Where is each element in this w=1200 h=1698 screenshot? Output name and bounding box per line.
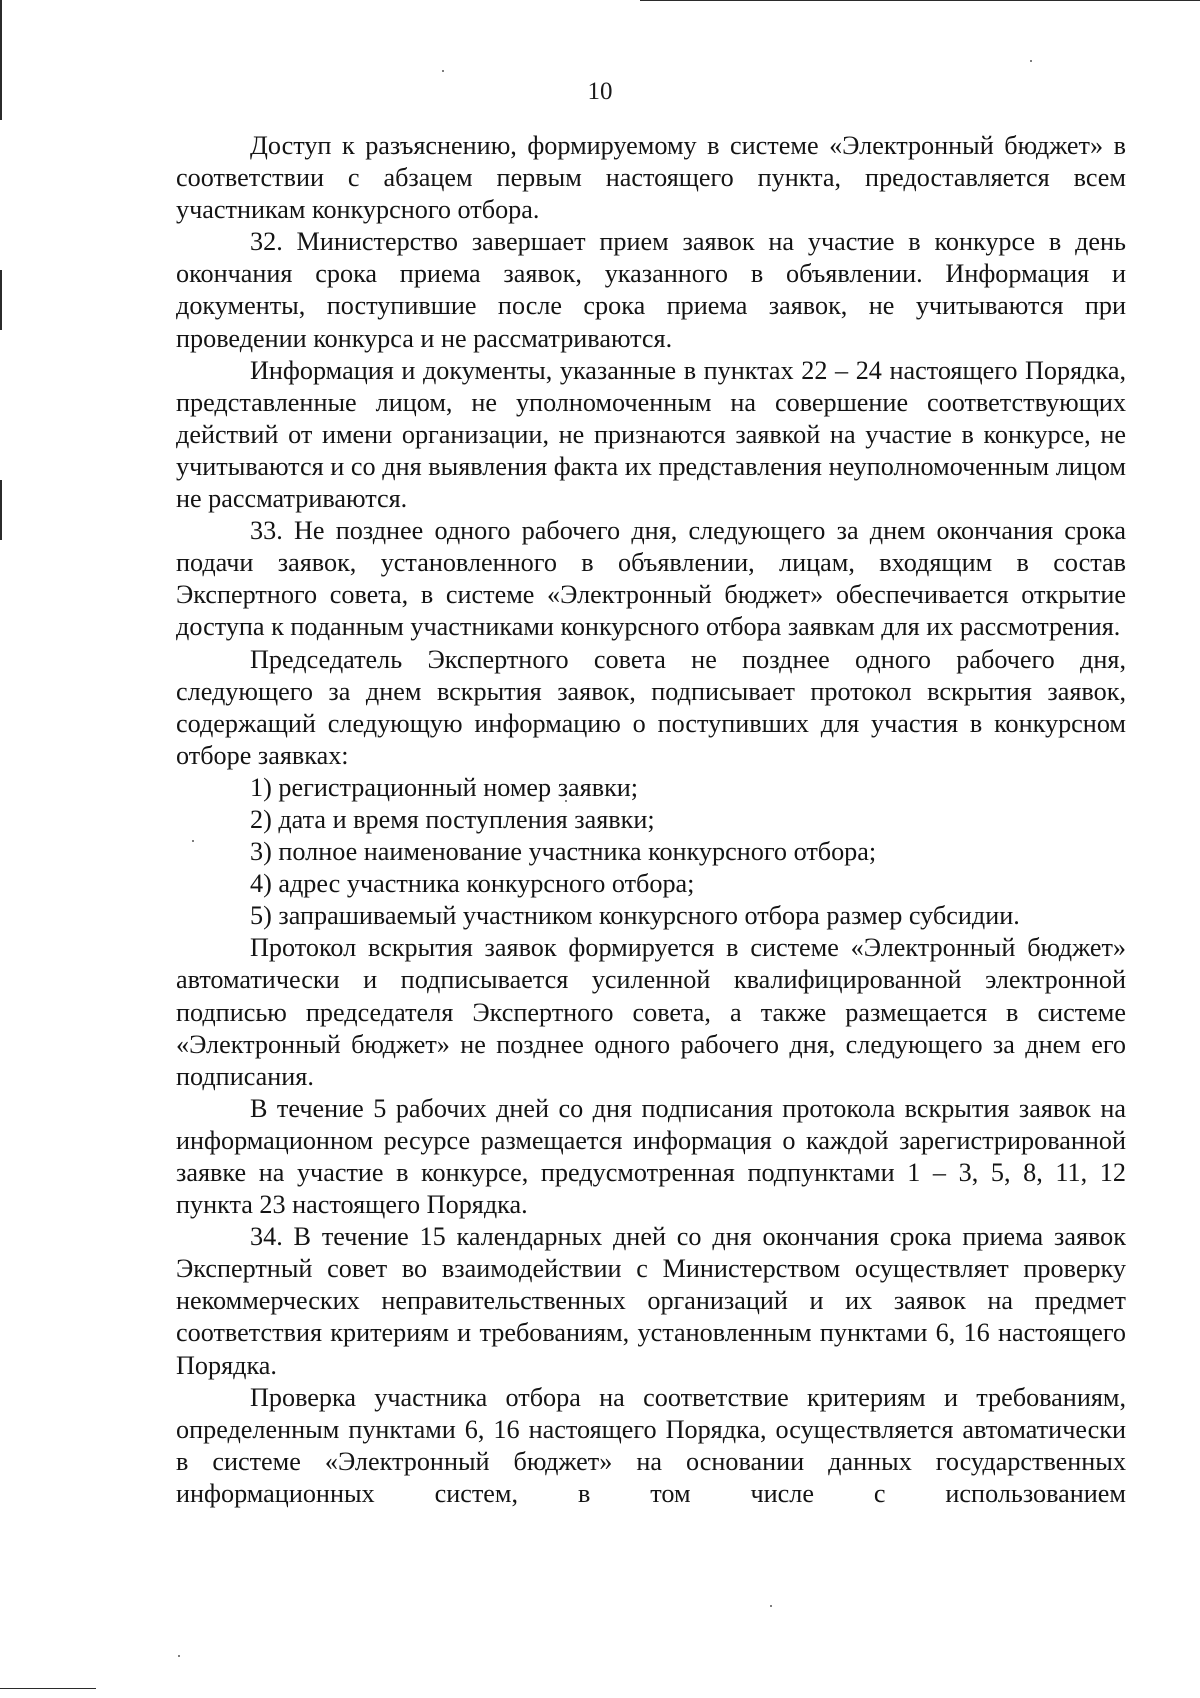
paragraph-34: 34. В течение 15 календарных дней со дня окончания срока приема заявок Экспертный совет во взаимодействии с Министерством осуществляет проверку некоммерческих неправительственных организаций и их заявок на предмет соответствия критериям и требованиям, установленным пунктами 6, 16 настоящего Порядка.	[176, 1222, 1126, 1380]
scan-edge-left-mark	[0, 270, 2, 330]
list-item: 3) полное наименование участника конкурсного отбора;	[250, 837, 877, 867]
paragraph: Информация и документы, указанные в пунктах 22 – 24 настоящего Порядка, представленные лицом, не уполномоченным на совершение соответствующих действий от имени организации, не признаются заявкой на участие в конкурсе, не учитываются и со дня выявления факта их представления неуполномоченным лицом не рассматриваются.	[176, 355, 1126, 514]
scan-speck	[770, 1605, 772, 1607]
list-item: 5) запрашиваемый участником конкурсного отбора размер субсидии.	[250, 901, 1020, 931]
paragraph-33: 33. Не позднее одного рабочего дня, следующего за днем окончания срока подачи заявок, установленного в объявлении, лицам, входящим в состав Экспертного совета, в системе «Электронный бюджет» обеспечивается открытие доступа к поданным участниками конкурсного отбора заявкам для их рассмотрения.	[176, 516, 1126, 642]
scan-edge-left-mark	[0, 480, 2, 540]
list-item: 2) дата и время поступления заявки;	[250, 804, 655, 834]
paragraph: Протокол вскрытия заявок формируется в системе «Электронный бюджет» автоматически и подписывается усиленной квалифицированной электронной подписью председателя Экспертного совета, а также размещается в системе «Электронный бюджет» не позднее одного рабочего дня, следующего за днем его подписания.	[176, 933, 1126, 1091]
list-item: 1) регистрационный номер заявки;	[250, 772, 639, 802]
paragraph-32: 32. Министерство завершает прием заявок на участие в конкурсе в день окончания срока приема заявок, указанного в объявлении. Информация и документы, поступившие после срока приема заявок, не учитываются при проведении конкурса и не рассматриваются.	[176, 227, 1126, 353]
scan-speck	[178, 1655, 180, 1657]
scan-speck	[1030, 60, 1032, 62]
paragraph: В течение 5 рабочих дней со дня подписания протокола вскрытия заявок на информационном ресурсе размещается информация о каждой зарегистрированной заявке на участие в конкурсе, предусмотренная подпунктами 1 – 3, 5, 8, 11, 12 пункта 23 настоящего Порядка.	[176, 1093, 1126, 1220]
paragraph: Проверка участника отбора на соответствие критериям и требованиям, определенным пунктами 6, 16 настоящего Порядка, осуществляется автоматически в системе «Электронный бюджет» на основании данных государственных информационных систем, в том числе с использованием	[176, 1382, 1126, 1508]
paragraph: Председатель Экспертного совета не позднее одного рабочего дня, следующего за днем вскрытия заявок, подписывает протокол вскрытия заявок, содержащий следующую информацию о поступивших для участия в конкурсном отборе заявках:	[176, 644, 1126, 770]
scan-speck	[442, 70, 444, 72]
paragraph: Доступ к разъяснению, формируемому в системе «Электронный бюджет» в соответствии с абзацем первым настоящего пункта, предоставляется всем участникам конкурсного отбора.	[176, 131, 1126, 225]
scan-edge-bottom	[0, 1688, 96, 1689]
document-body	[176, 130, 1126, 1510]
list-item: 4) адрес участника конкурсного отбора;	[250, 869, 695, 899]
scan-edge-top	[640, 0, 1200, 1]
page-number: 10	[587, 78, 613, 105]
